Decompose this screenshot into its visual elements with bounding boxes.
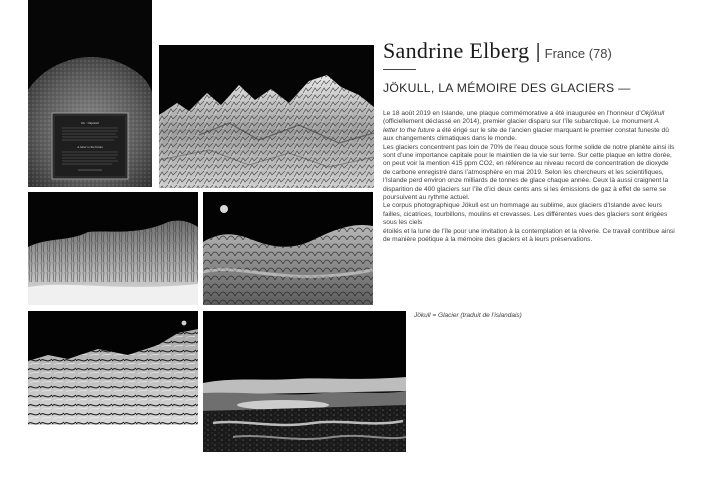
- photo-glacier-peaks: [159, 45, 374, 188]
- photo-moon-glacier: [203, 192, 373, 305]
- text-segment: Le 18 août 2019 en Islande, une plaque commémorative a été inaugurée en l’honneur d’: [383, 110, 641, 117]
- photo-glacier-wall: [28, 192, 198, 305]
- paragraph-glaciers: Les glaciers concentrent pas loin de 70% de l’eau douce sous forme solide de notre planète ainsi ils sont d’une importance capitale pour le maintien de la vie sur terre. Sur cette plaque en lettre dorée, on peut voir la mention 415 ppm CO2, en référence au niveau record de concentration de dioxyde de carbone enregistré dans l’atmosphère en mai 2019. Selon les chercheurs et les scientifiques, l’Islande perd environ onze milliards de tonnes de glace chaque année. Ceux là aussi craignent la disparition de 400 glaciers sur l’île d’ici deux cents ans si les émissions de gaz à effet de serre se poursuivent au rythme actuel.: [383, 143, 675, 202]
- svg-text:Ok · Okjökull: Ok · Okjökull: [81, 121, 99, 125]
- description-text: [383, 110, 675, 245]
- artist-name: Sandrine Elberg: [383, 38, 530, 63]
- memorial-plaque: [52, 113, 128, 179]
- page-header: [383, 38, 703, 64]
- italic-glacier-name: Okjökull: [640, 110, 665, 117]
- header-separator: |: [535, 41, 541, 63]
- paragraph-plaque: [383, 110, 675, 144]
- text-segment: a été érigé sur le site de l’ancien glacier marquant le premier constat funeste dû aux changements climatiques dans le monde.: [383, 126, 669, 143]
- artist-country: France (78): [544, 46, 612, 61]
- header-rule: [383, 69, 416, 70]
- series-title: JÖKULL, LA MÉMOIRE DES GLACIERS —: [383, 81, 631, 95]
- text-segment: (officiellement déclassé en 2014), premier glacier disparu sur l’île subarctique. Le monument: [383, 118, 655, 126]
- moon: [220, 205, 228, 213]
- svg-text:A letter to the future: A letter to the future: [77, 145, 103, 149]
- photo-crevasses: [28, 311, 198, 425]
- paragraph-corpus: Le corpus photographique Jökull est un hommage au sublime, aux glaciers d’Islande avec leurs failles, cicatrices, tourbillons, moulins et crevasses. Les différentes vues des glaciers sont érigées sous les ciels: [383, 202, 668, 227]
- italic-monument-name: A letter to the future: [383, 118, 659, 134]
- photo-plaque: [28, 0, 152, 187]
- paragraph-contemplation: étoilés et la lune de l’île pour une invitation à la contemplation et la rêverie. Ce travail contribue ainsi de manière poétique à la mémoire des glaciers et à leurs préservations.: [383, 227, 675, 244]
- photo-lagoon: [203, 311, 406, 452]
- footnote: Jökull = Glacier (traduit de l’islandais): [414, 312, 522, 319]
